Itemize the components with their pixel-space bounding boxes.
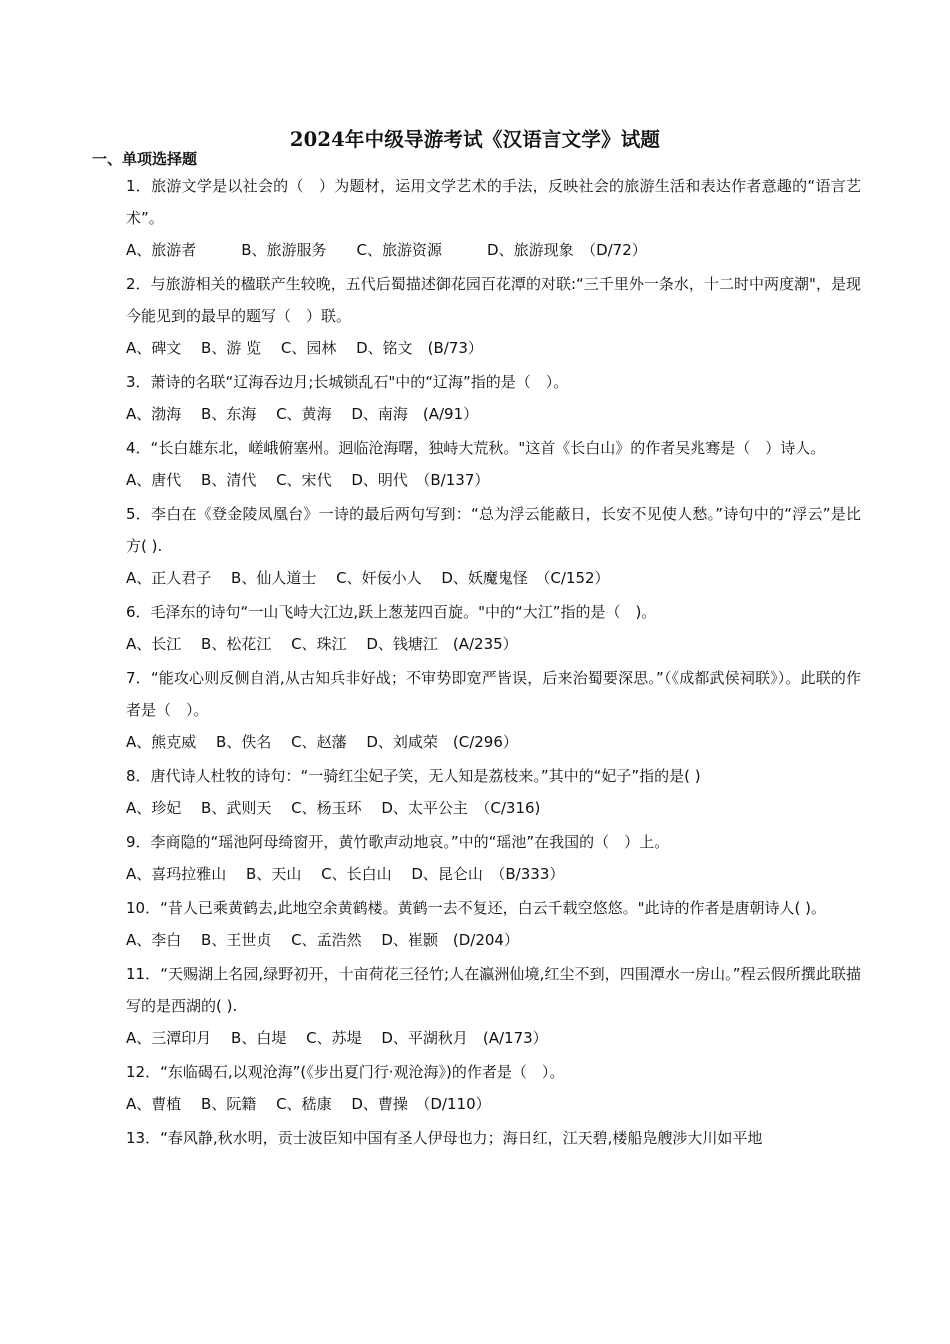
question-options: A、渤海 B、东海 C、黄海 D、南海 (A/91） bbox=[126, 405, 479, 423]
question-options: A、长江 B、松花江 C、珠江 D、钱塘江 (A/235） bbox=[126, 635, 518, 653]
question-stem: 6．毛泽东的诗句“一山飞峙大江边,跃上葱茏四百旋。"中的“大江”指的是（ )。 bbox=[126, 603, 657, 621]
question-options: A、三潭印月 B、白堤 C、苏堤 D、平湖秋月 (A/173） bbox=[126, 1029, 548, 1047]
question-11 bbox=[126, 958, 861, 1054]
question-12 bbox=[126, 1056, 861, 1120]
question-10 bbox=[126, 892, 861, 956]
question-options: A、碑文 B、游 览 C、园林 D、铭文 (B/73） bbox=[126, 339, 483, 357]
question-stem: 10．“昔人已乘黄鹤去,此地空余黄鹤楼。黄鹤一去不复还，白云千载空悠悠。"此诗的作者是唐朝诗人( )。 bbox=[126, 899, 827, 917]
question-13 bbox=[126, 1122, 861, 1154]
question-options: A、曹植 B、阮籍 C、嵇康 D、曹操 （D/110） bbox=[126, 1095, 491, 1113]
page-title: 2024年中级导游考试《汉语言文学》试题 bbox=[289, 128, 661, 151]
question-stem: 3．萧诗的名联“辽海吞边月;长城锁乱石"中的“辽海”指的是（ ）。 bbox=[126, 373, 569, 391]
question-stem: 5．李白在《登金陵凤凰台》一诗的最后两句写到：“总为浮云能蔽日，长安不见使人愁。”诗句中的“浮云”是比方( ). bbox=[126, 505, 861, 555]
question-3 bbox=[126, 366, 861, 430]
question-options: A、旅游者 B、旅游服务 C、旅游资源 D、旅游现象 （D/72） bbox=[126, 241, 647, 259]
question-6 bbox=[126, 596, 861, 660]
question-2 bbox=[126, 268, 861, 364]
question-options: A、熊克威 B、佚名 C、赵藩 D、刘咸荣 (C/296） bbox=[126, 733, 518, 751]
question-1 bbox=[126, 170, 861, 266]
question-options: A、正人君子 B、仙人道士 C、奸佞小人 D、妖魔鬼怪 （C/152） bbox=[126, 569, 610, 587]
question-options: A、珍妃 B、武则天 C、杨玉环 D、太平公主 （C/316) bbox=[126, 799, 541, 817]
question-options: A、喜玛拉雅山 B、天山 C、长白山 D、昆仑山 （B/333） bbox=[126, 865, 565, 883]
question-options: A、李白 B、王世贞 C、孟浩然 D、崔颢 (D/204） bbox=[126, 931, 519, 949]
question-stem: 13．“春风静,秋水明，贡士波臣知中国有圣人伊母也力；海日红，江天碧,楼船凫艘涉大川如平地 bbox=[126, 1129, 763, 1147]
question-4 bbox=[126, 432, 861, 496]
question-9 bbox=[126, 826, 861, 890]
question-options: A、唐代 B、清代 C、宋代 D、明代 （B/137） bbox=[126, 471, 490, 489]
question-stem: 11．“天赐湖上名园,绿野初开，十亩荷花三径竹;人在瀛洲仙境,红尘不到，四围潭水一房山。”程云假所撰此联描写的是西湖的( ). bbox=[126, 965, 861, 1015]
question-stem: 8．唐代诗人杜牧的诗句：“一骑红尘妃子笑，无人知是荔枝来。”其中的“妃子”指的是( ) bbox=[126, 767, 701, 785]
section-heading: 一、单项选择题 bbox=[92, 150, 198, 168]
question-5 bbox=[126, 498, 861, 594]
question-stem: 4．“长白雄东北，嵯峨俯塞州。迥临沧海曙，独峙大荒秋。"这首《长白山》的作者吴兆骞是（ ）诗人。 bbox=[126, 439, 826, 457]
question-stem: 7．“能攻心则反侧自消,从古知兵非好战；不审势即宽严皆误，后来治蜀要深思。”（《成都武侯祠联》）。此联的作者是（ ）。 bbox=[126, 669, 861, 719]
question-list bbox=[126, 170, 861, 1154]
question-stem: 9．李商隐的“瑶池阿母绮窗开，黄竹歌声动地哀。”中的“瑶池”在我国的（ ）上。 bbox=[126, 833, 670, 851]
question-stem: 12．“东临碣石,以观沧海”(《步出夏门行·观沧海》)的作者是（ ）。 bbox=[126, 1063, 565, 1081]
question-stem: 1．旅游文学是以社会的（ ）为题材，运用文学艺术的手法，反映社会的旅游生活和表达作者意趣的“语言艺术”。 bbox=[126, 177, 861, 227]
question-stem: 2．与旅游相关的楹联产生较晚，五代后蜀描述御花园百花潭的对联:“三千里外一条水，十二时中两度潮"，是现今能见到的最早的题写（ ）联。 bbox=[126, 275, 861, 325]
question-8 bbox=[126, 760, 861, 824]
question-7 bbox=[126, 662, 861, 758]
